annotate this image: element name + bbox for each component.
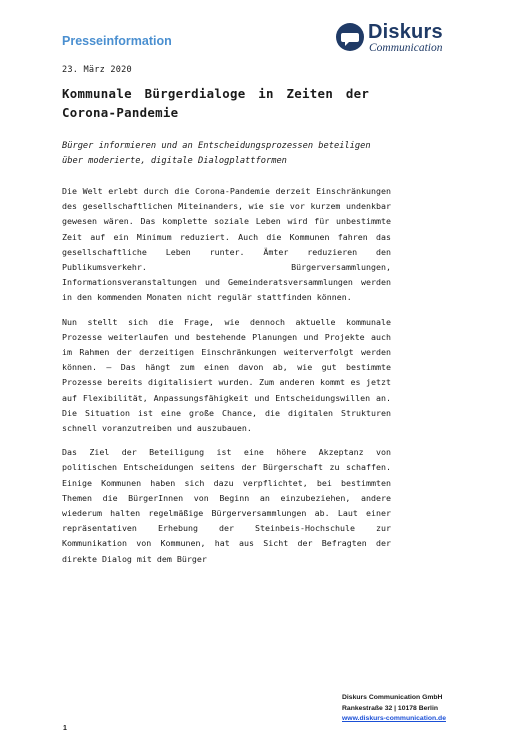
document-title: Kommunale Bürgerdialoge in Zeiten der Corona-Pandemie <box>62 86 370 120</box>
company-logo <box>334 22 484 56</box>
body-paragraph: Die Welt erlebt durch die Corona-Pandemie derzeit Einschränkungen des gesellschaftlichen Miteinanders, wie sie vor kurzem undenkbar gewesen wären. Das komplette soziale Leben wird für unbestimmte Zeit auf ein Minimum reduziert. Auch die Kommunen fahren das gesellschaftliche Leben runter. Ämter reduzieren den Publikumsverkehr. Bürgerversammlungen, Informationsveranstaltungen und Gemeinderatsversammlungen werden in den kommenden Monaten nicht regulär stattfinden können. <box>62 186 391 303</box>
speech-bubble-logo-icon <box>334 22 366 54</box>
footer-website-link[interactable]: www.diskurs-communication.de <box>342 715 446 722</box>
logo-tagline: Communication <box>369 42 443 54</box>
footer-address: Rankestraße 32 | 10178 Berlin <box>342 704 438 712</box>
document-subtitle: Bürger informieren und an Entscheidungsprozessen beteiligen über moderierte, digitale Dialogplattformen <box>62 141 371 166</box>
release-date: 23. März 2020 <box>62 65 132 75</box>
page-number: 1 <box>63 725 67 732</box>
body-paragraph: Nun stellt sich die Frage, wie dennoch aktuelle kommunale Prozesse weiterlaufen und bestehende Planungen und Projekte auch im Rahmen der derzeitigen Einschränkungen weiterverfolgt werden können. – Das hängt zum einen davon ab, wie gut bestimmte Prozesse bereits digitalisiert wurden. Zum anderen kommt es jetzt auf Flexibilität, Anpassungsfähigkeit und Entscheidungswillen an. Die Situation ist eine große Chance, die digitalen Strukturen schnell voranzutreiben und auszubauen. <box>62 316 391 434</box>
logo-wordmark: Diskurs <box>368 21 443 43</box>
body-text <box>62 184 391 576</box>
body-paragraph: Das Ziel der Beteiligung ist eine höhere Akzeptanz von politischen Entscheidungen seitens der Bürgerschaft zu schaffen. Einige Kommunen haben sich dazu verpflichtet, bei bestimmten Themen die BürgerInnen von Beginn an einzubeziehen, andere wiederum halten regelmäßige Bürgerversammlungen ab. Laut einer repräsentativen Erhebung der Steinbeis-Hochschule zur Kommunikation von Kommunen, hat aus Sicht der Befragten der direkte Dialog mit dem Bürger <box>62 447 391 564</box>
press-release-label: Presseinformation <box>62 34 172 48</box>
footer-company: Diskurs Communication GmbH <box>342 694 443 701</box>
footer-contact <box>342 693 446 725</box>
